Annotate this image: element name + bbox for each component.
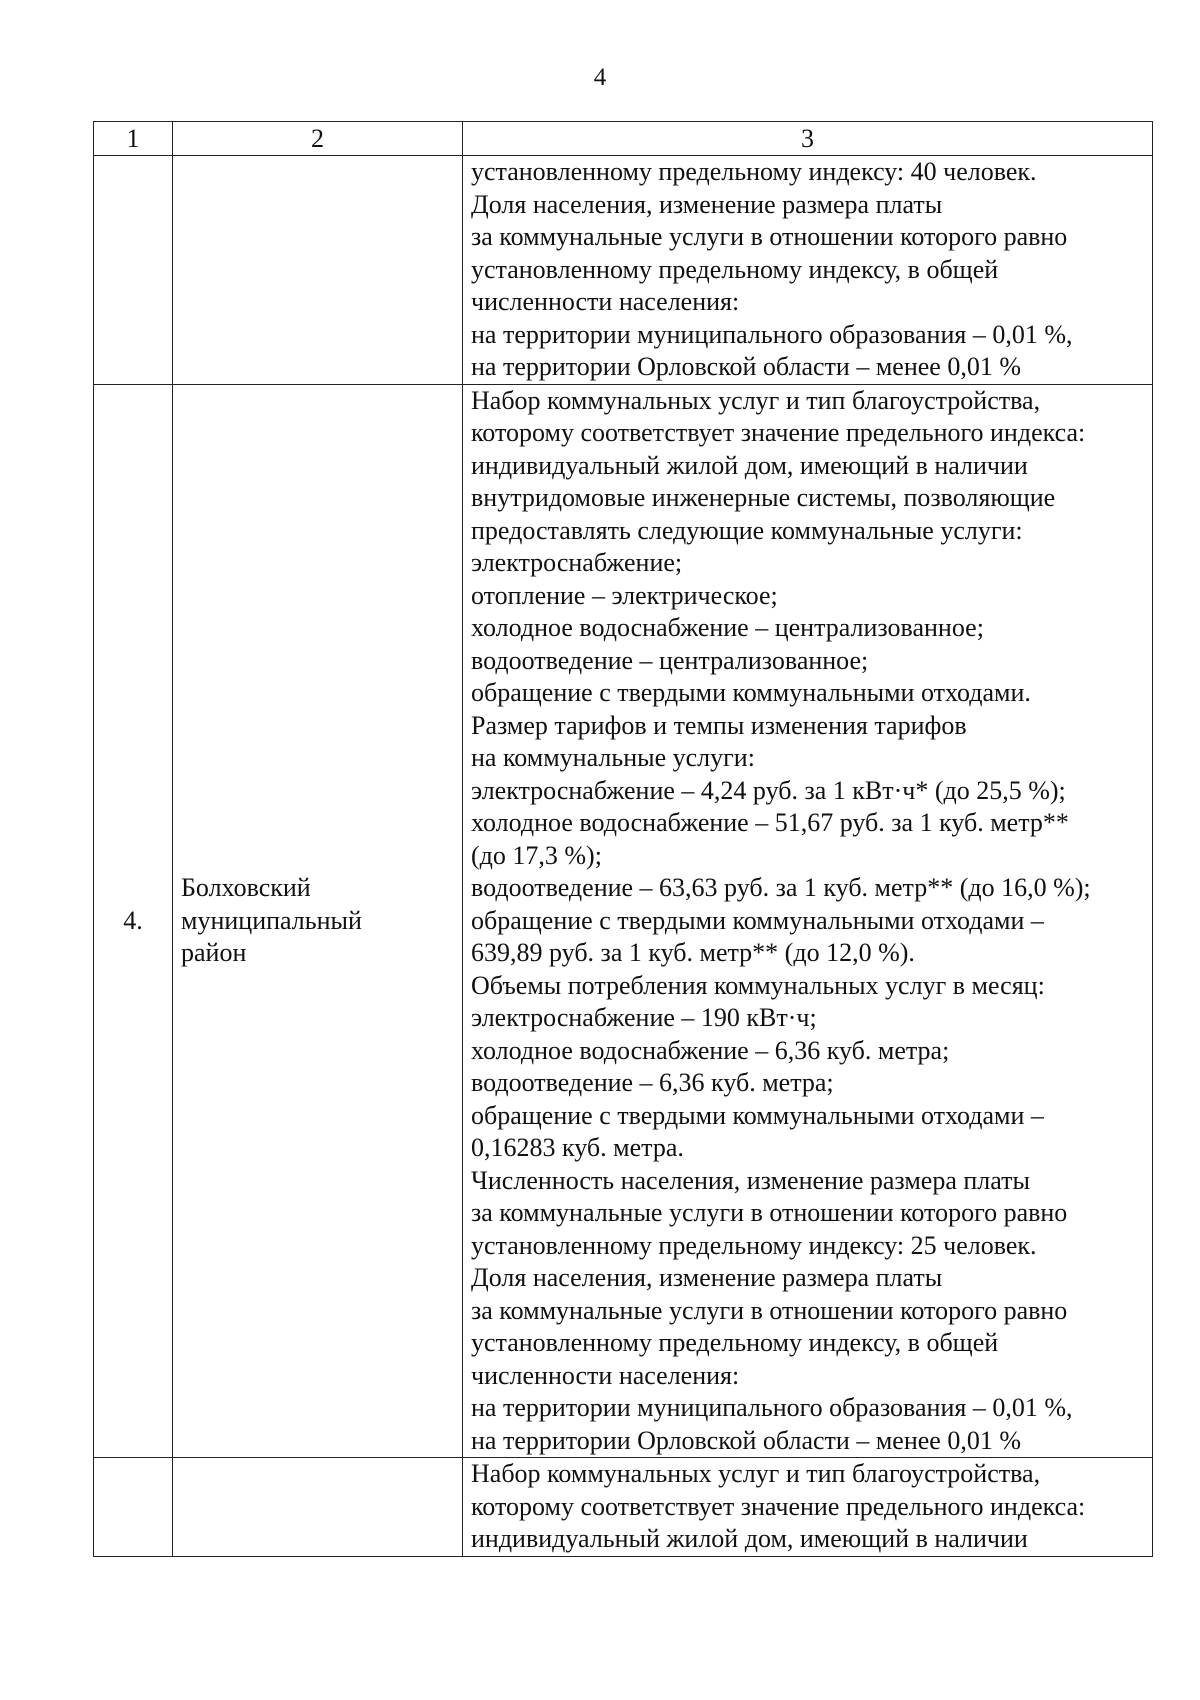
row-number-cell xyxy=(94,156,173,385)
description-line: индивидуальный жилой дом, имеющий в наличии xyxy=(471,450,1028,480)
table-body xyxy=(94,122,1153,1557)
table-header-row xyxy=(94,122,1153,156)
description-line: индивидуальный жилой дом, имеющий в наличии xyxy=(471,1524,1028,1553)
description-line: Объемы потребления коммунальных услуг в месяц: xyxy=(471,970,1045,1000)
description-line: 0,16283 куб. метра. xyxy=(471,1133,684,1162)
description-line: холодное водоснабжение – 51,67 руб. за 1 куб. метр** xyxy=(471,808,1069,837)
district-name-line: муниципальный xyxy=(181,905,362,935)
description-line: холодное водоснабжение – 6,36 куб. метра; xyxy=(471,1035,950,1065)
description-line: Набор коммунальных услуг и тип благоустройства, xyxy=(471,1459,1041,1488)
tariff-table xyxy=(93,121,1153,1557)
description-line: установленному предельному индексу, в общей xyxy=(471,254,999,284)
description-line: установленному предельному индексу: 25 человек. xyxy=(471,1230,1037,1260)
description-line: электроснабжение – 190 кВт·ч; xyxy=(471,1003,817,1032)
description-cell xyxy=(463,1458,1153,1557)
description-line: на территории Орловской области – менее 0,01 % xyxy=(471,1425,1021,1455)
description-line: обращение с твердыми коммунальными отходами – xyxy=(471,1100,1044,1130)
description-line: электроснабжение – 4,24 руб. за 1 кВт·ч* (до 25,5 %); xyxy=(471,775,1066,805)
description-line: предоставлять следующие коммунальные услуги: xyxy=(471,515,1023,545)
column-header-1: 1 xyxy=(94,122,173,156)
description-line: которому соответствует значение предельного индекса: xyxy=(471,418,1086,447)
description-line: водоотведение – 63,63 руб. за 1 куб. метр** (до 16,0 %); xyxy=(471,873,1091,902)
table-row xyxy=(94,1458,1153,1557)
description-line: за коммунальные услуги в отношении которого равно xyxy=(471,1295,1068,1325)
description-line: на территории муниципального образования – 0,01 %, xyxy=(471,319,1073,349)
description-line: на территории муниципального образования – 0,01 %, xyxy=(471,1393,1073,1422)
description-line: внутридомовые инженерные системы, позволяющие xyxy=(471,483,1056,512)
description-line: обращение с твердыми коммунальными отходами. xyxy=(471,678,1031,707)
description-line: электроснабжение; xyxy=(471,548,683,577)
description-line: 639,89 руб. за 1 куб. метр** (до 12,0 %). xyxy=(471,938,915,967)
description-line: которому соответствует значение предельного индекса: xyxy=(471,1491,1086,1521)
description-line: отопление – электрическое; xyxy=(471,580,778,610)
description-line: (до 17,3 %); xyxy=(471,840,602,870)
description-line: Численность населения, изменение размера платы xyxy=(471,1165,1030,1195)
row-number-cell xyxy=(94,1458,173,1557)
district-name-cell xyxy=(173,156,463,385)
description-line: на коммунальные услуги: xyxy=(471,743,755,772)
description-line: Набор коммунальных услуг и тип благоустройства, xyxy=(471,385,1041,415)
description-line: Доля населения, изменение размера платы xyxy=(471,189,943,219)
description-line: водоотведение – централизованное; xyxy=(471,645,869,675)
column-header-2: 2 xyxy=(173,122,463,156)
description-line: на территории Орловской области – менее 0,01 % xyxy=(471,352,1021,381)
row-number-cell: 4. xyxy=(94,384,173,1458)
description-line: обращение с твердыми коммунальными отходами – xyxy=(471,905,1044,935)
description-line: водоотведение – 6,36 куб. метра; xyxy=(471,1068,834,1097)
table-row xyxy=(94,384,1153,1458)
district-name-cell xyxy=(173,384,463,1458)
description-cell xyxy=(463,384,1153,1458)
description-line: численности населения: xyxy=(471,1360,740,1390)
description-line: численности населения: xyxy=(471,287,740,316)
description-cell xyxy=(463,156,1153,385)
description-line: установленному предельному индексу, в общей xyxy=(471,1328,999,1357)
table-row xyxy=(94,156,1153,385)
page-number: 4 xyxy=(593,64,607,91)
description-line: Доля населения, изменение размера платы xyxy=(471,1263,943,1292)
description-line: Размер тарифов и темпы изменения тарифов xyxy=(471,710,967,740)
description-line: установленному предельному индексу: 40 человек. xyxy=(471,157,1037,186)
description-line: холодное водоснабжение – централизованное; xyxy=(471,613,984,642)
district-name-cell xyxy=(173,1458,463,1557)
description-line: за коммунальные услуги в отношении которого равно xyxy=(471,1198,1068,1227)
column-header-3: 3 xyxy=(463,122,1153,156)
district-name-line: Болховский xyxy=(181,873,311,902)
description-line: за коммунальные услуги в отношении которого равно xyxy=(471,222,1068,251)
district-name-line: район xyxy=(181,938,247,967)
